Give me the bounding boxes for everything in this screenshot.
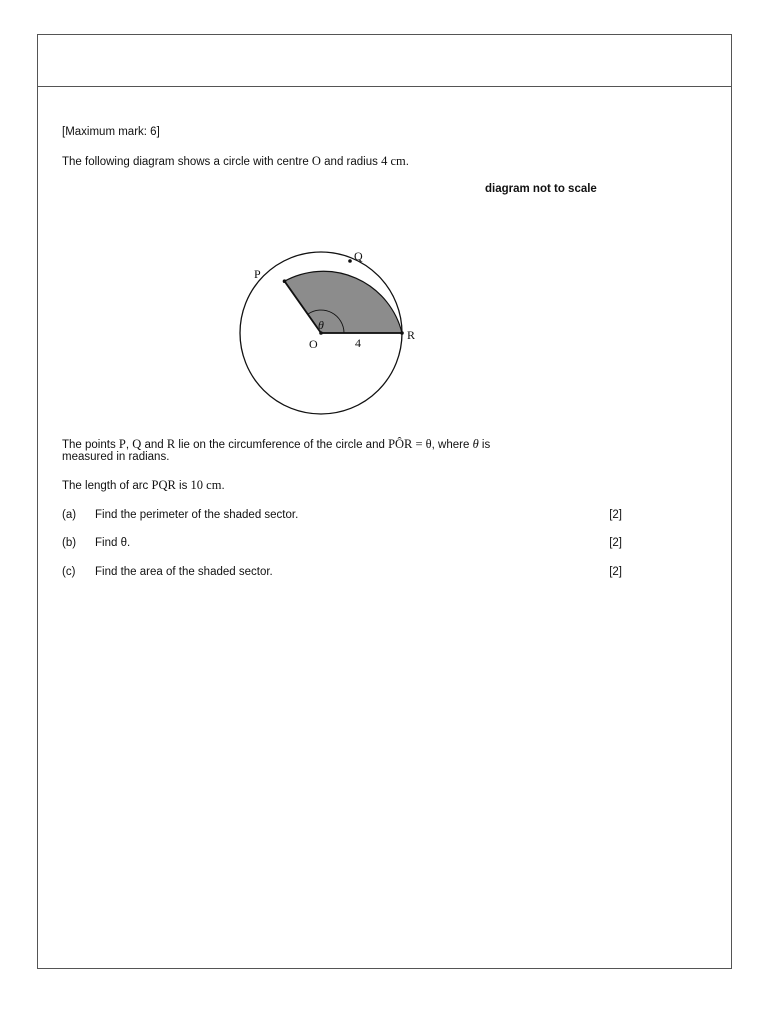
intro-pre: The following diagram shows a circle with centre — [62, 156, 312, 168]
point-p — [283, 279, 287, 283]
arc-length: 10 cm — [190, 478, 222, 492]
intro-mid: and radius — [320, 156, 382, 168]
points-and: and — [141, 439, 167, 451]
intro-radius: 4 cm — [381, 154, 406, 168]
point-q — [348, 259, 352, 263]
arc-is: is — [175, 480, 191, 492]
question-label: (b) — [62, 537, 77, 549]
points-where: , where — [431, 439, 473, 451]
header-box — [38, 35, 731, 87]
points-sep: , — [125, 439, 133, 451]
label-radius: 4 — [355, 336, 361, 350]
question-text: Find the perimeter of the shaded sector. — [95, 509, 299, 521]
label-o: O — [309, 337, 318, 351]
arc-pre: The length of arc — [62, 480, 152, 492]
question-mark: [2] — [609, 509, 622, 521]
question-text: Find θ. — [95, 537, 131, 549]
arc-text — [62, 479, 225, 493]
label-r: R — [407, 328, 416, 342]
points-text-line2: measured in radians. — [62, 451, 170, 463]
arc-name: PQR — [151, 478, 176, 492]
label-q: Q — [354, 249, 363, 263]
points-p: P — [118, 437, 126, 451]
question-label: (c) — [62, 566, 76, 578]
diagram-note: diagram not to scale — [485, 183, 597, 195]
question-label: (a) — [62, 509, 77, 521]
arc-end: . — [221, 480, 225, 492]
points-mid: lie on the circumference of the circle and — [175, 439, 389, 451]
circle-diagram — [62, 123, 622, 423]
points-text — [62, 438, 490, 452]
intro-centre: O — [311, 154, 321, 168]
points-pre: The points — [62, 439, 119, 451]
intro-end: . — [405, 156, 409, 168]
label-p: P — [254, 267, 261, 281]
point-r — [400, 331, 404, 335]
max-mark: [Maximum mark: 6] — [62, 126, 160, 138]
shaded-sector — [285, 271, 403, 333]
question-mark: [2] — [609, 566, 622, 578]
question-mark: [2] — [609, 537, 622, 549]
points-r: R — [166, 437, 176, 451]
points-is: is — [478, 439, 491, 451]
points-angle: PÔR = θ — [388, 437, 432, 451]
points-q: Q — [132, 437, 142, 451]
label-theta: θ — [318, 318, 324, 332]
question-text: Find the area of the shaded sector. — [95, 566, 273, 578]
points-theta: θ — [472, 437, 479, 451]
page-frame — [37, 34, 732, 969]
